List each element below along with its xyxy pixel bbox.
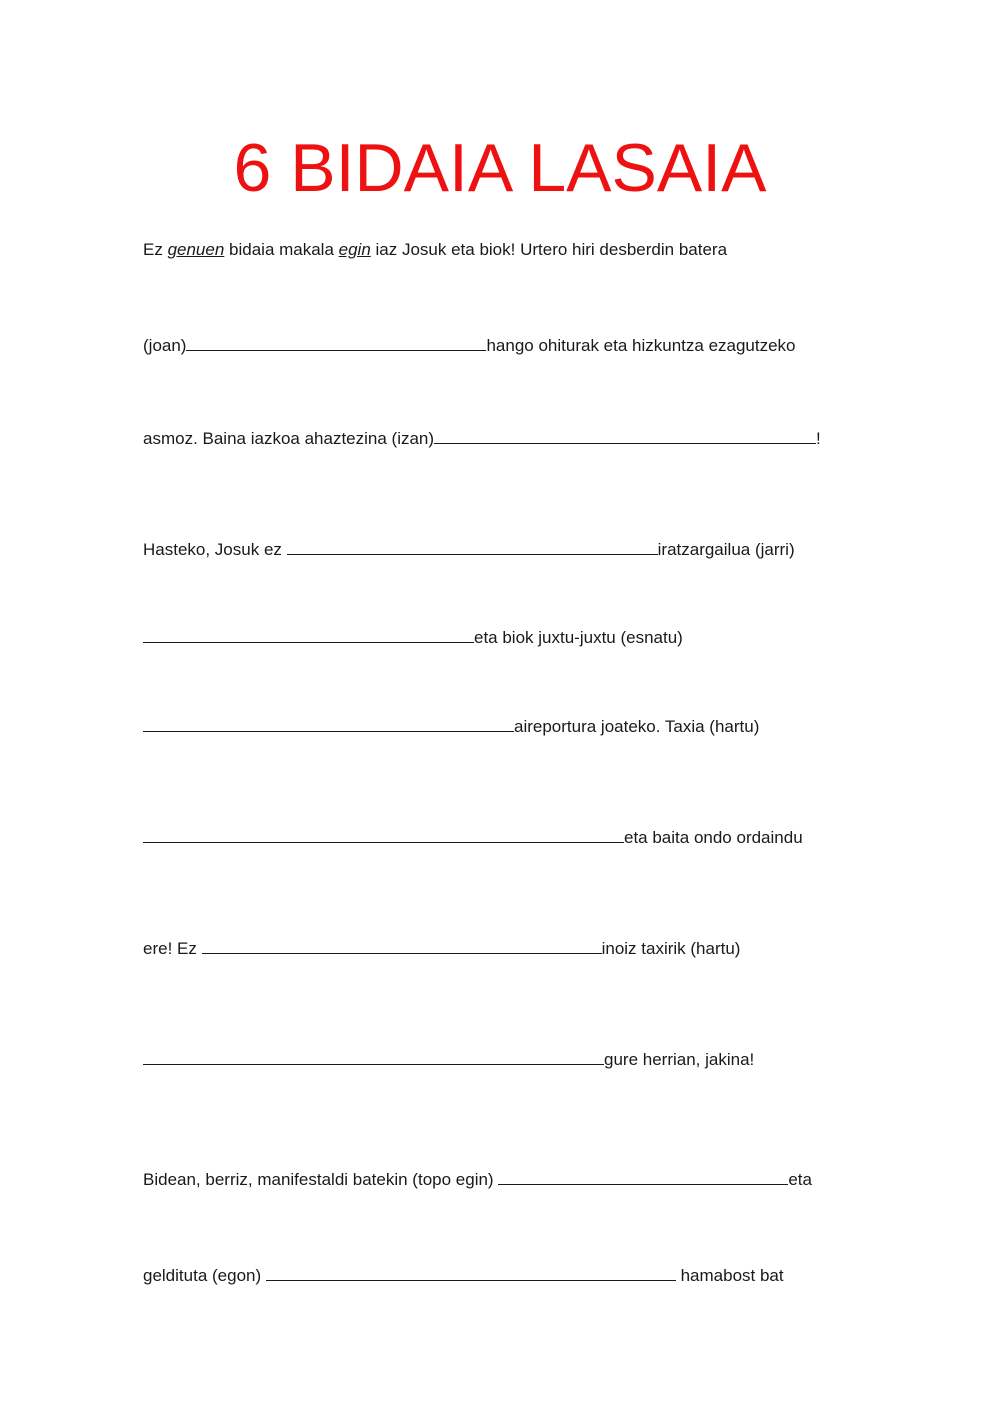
text-line-5 xyxy=(143,625,683,649)
text-line-10 xyxy=(143,1167,812,1191)
line-2-after: hango ohiturak eta hizkuntza ezagutzeko xyxy=(486,336,796,355)
example-verb-egin: egin xyxy=(338,240,371,259)
line-6-after: aireportura joateko. Taxia (hartu) xyxy=(514,717,760,736)
line-4-after: iratzargailua (jarri) xyxy=(657,540,795,559)
text-line-3 xyxy=(143,426,821,450)
line-1-part-a: Ez xyxy=(143,240,168,259)
line-9-after: gure herrian, jakina! xyxy=(604,1050,755,1069)
text-line-1 xyxy=(143,239,727,261)
text-line-6 xyxy=(143,714,759,738)
line-2-before: (joan) xyxy=(143,336,187,355)
text-line-4 xyxy=(143,537,795,561)
answer-blank-3[interactable] xyxy=(287,537,658,555)
answer-blank-4[interactable] xyxy=(143,625,474,643)
answer-blank-8[interactable] xyxy=(143,1047,604,1065)
worksheet-title: 6 BIDAIA LASAIA xyxy=(233,130,767,206)
answer-blank-7[interactable] xyxy=(202,936,602,954)
answer-blank-10[interactable] xyxy=(266,1263,676,1281)
line-10-before: Bidean, berriz, manifestaldi batekin (topo egin) xyxy=(143,1170,499,1189)
answer-blank-5[interactable] xyxy=(143,714,514,732)
text-line-11 xyxy=(143,1263,784,1287)
text-line-7 xyxy=(143,825,803,849)
line-10-after: eta xyxy=(788,1170,812,1189)
line-7-after: eta baita ondo ordaindu xyxy=(624,828,803,847)
line-11-after: hamabost bat xyxy=(675,1266,784,1285)
line-5-after: eta biok juxtu-juxtu (esnatu) xyxy=(474,628,683,647)
line-3-after: ! xyxy=(816,429,821,448)
line-11-before: geldituta (egon) xyxy=(143,1266,266,1285)
text-line-8 xyxy=(143,936,740,960)
answer-blank-1[interactable] xyxy=(186,333,486,351)
answer-blank-6[interactable] xyxy=(143,825,624,843)
line-8-after: inoiz taxirik (hartu) xyxy=(601,939,741,958)
answer-blank-9[interactable] xyxy=(498,1167,788,1185)
line-4-before: Hasteko, Josuk ez xyxy=(143,540,287,559)
line-1-part-c: bidaia makala xyxy=(224,240,339,259)
example-verb-genuen: genuen xyxy=(167,240,225,259)
line-1-part-e: iaz Josuk eta biok! Urtero hiri desberdin batera xyxy=(370,240,728,259)
text-line-2 xyxy=(143,333,796,357)
line-3-before: asmoz. Baina iazkoa ahaztezina (izan) xyxy=(143,429,435,448)
text-line-9 xyxy=(143,1047,754,1071)
answer-blank-2[interactable] xyxy=(434,426,816,444)
line-8-before: ere! Ez xyxy=(143,939,202,958)
